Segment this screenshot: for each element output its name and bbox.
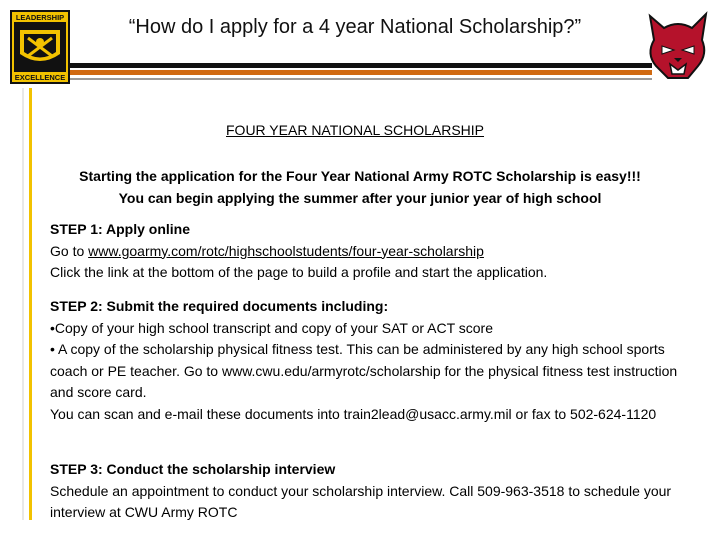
- step-3: [50, 459, 690, 524]
- page-title: “How do I apply for a 4 year National Scholarship?”: [128, 16, 582, 38]
- step-1-detail: Click the link at the bottom of the page to build a profile and start the application.: [50, 264, 548, 280]
- go-to-label: Go to: [50, 242, 89, 259]
- intro-line-2: You can begin applying the summer after your junior year of high school: [118, 189, 602, 206]
- left-rule-gold: [29, 88, 32, 520]
- step-2-item-1: •Copy of your high school transcript and copy of your SAT or ACT score: [50, 319, 494, 336]
- section-heading: FOUR YEAR NATIONAL SCHOLARSHIP: [226, 122, 485, 138]
- step-1: [50, 219, 690, 284]
- header-bar-black: [70, 63, 652, 68]
- goarmy-link[interactable]: www.goarmy.com/rotc/highschoolstudents/four-year-scholarship: [88, 242, 484, 259]
- step-3-detail: Schedule an appointment to conduct your scholarship interview. Call 509-963-3518 to schedule your interview at CWU Army ROTC: [50, 482, 672, 520]
- step-1-title: STEP 1: Apply online: [50, 221, 191, 237]
- step-2-title: STEP 2: Submit the required documents including:: [50, 298, 389, 314]
- step-3-title: STEP 3: Conduct the scholarship interview: [50, 461, 336, 477]
- step-2: [50, 296, 690, 425]
- left-rule-light: [22, 88, 24, 520]
- step-2-item-2: • A copy of the scholarship physical fitness test. This can be administered by any high school sports coach or PE teacher. Go to www.cwu.edu/armyrotc/scholarship for the physical fitness test instruction and score card.: [50, 341, 678, 400]
- logo-top-text: LEADERSHIP: [15, 13, 65, 22]
- logo-bottom-text: EXCELLENCE: [14, 73, 66, 82]
- header-bar-orange: [70, 70, 652, 75]
- step-2-contact: You can scan and e-mail these documents into train2lead@usacc.army.mil or fax to 502-624-1120: [50, 405, 657, 422]
- army-rotc-logo: [10, 10, 70, 84]
- header-bar-gray: [70, 78, 652, 80]
- wildcat-logo: [644, 10, 712, 82]
- intro-line-1: Starting the application for the Four Year National Army ROTC Scholarship is easy!!!: [79, 168, 641, 184]
- intro-text: [40, 166, 680, 209]
- step-1-link-line: [50, 241, 690, 263]
